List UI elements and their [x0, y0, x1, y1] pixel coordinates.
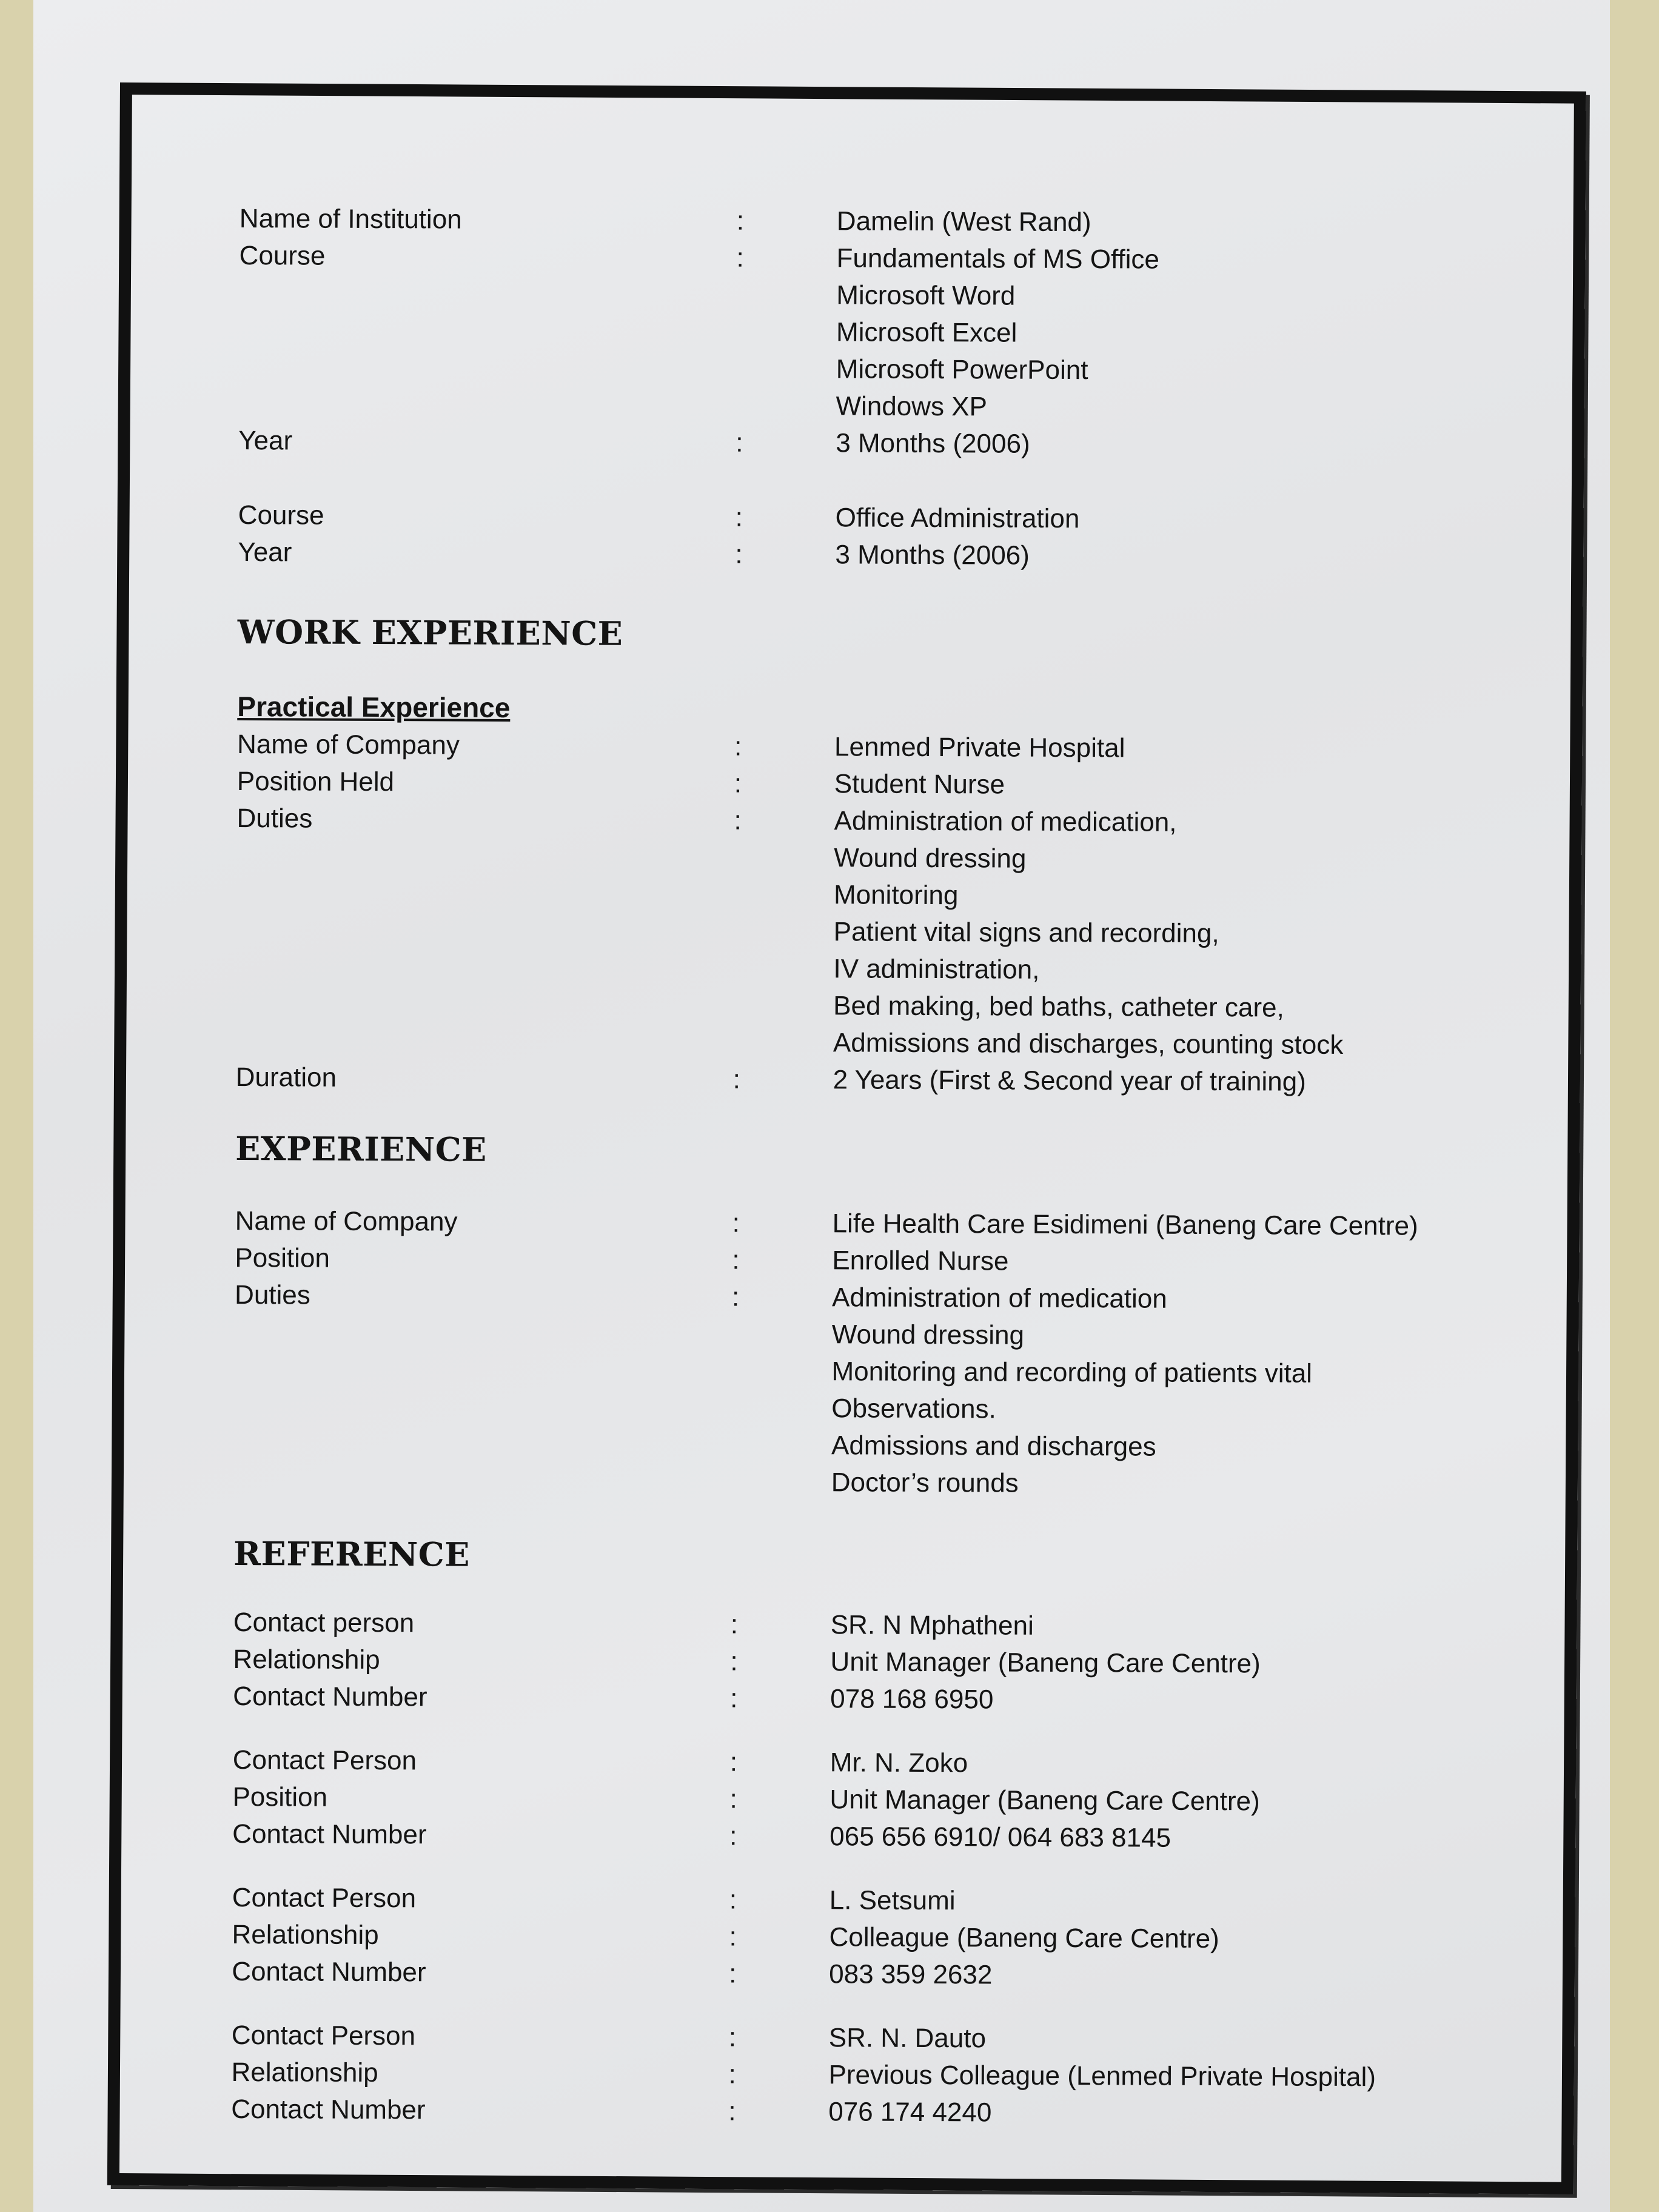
- duty-line: Administration of medication: [832, 1282, 1167, 1314]
- year1-value: 3 Months (2006): [836, 428, 1030, 459]
- year2-row: [238, 534, 1481, 576]
- practical-duties-row: [236, 800, 1480, 842]
- separator: :: [735, 502, 743, 532]
- practical-duties-row: [236, 911, 1480, 953]
- reference-value: L. Setsumi: [829, 1885, 956, 1916]
- separator: :: [734, 768, 742, 799]
- spacer: [238, 571, 1481, 614]
- separator: :: [729, 1821, 737, 1851]
- separator: :: [730, 1646, 738, 1677]
- course1-row: [238, 385, 1481, 427]
- separator: :: [728, 2059, 736, 2090]
- duty-line: Wound dressing: [834, 843, 1027, 874]
- separator: :: [732, 1282, 740, 1312]
- reference-row: [232, 2017, 1475, 2059]
- company-label: Name of Company: [236, 729, 460, 760]
- year1-label: Year: [238, 425, 293, 456]
- reference-label: Position: [232, 1781, 328, 1812]
- company-value: Life Health Care Esidimeni (Baneng Care Centre): [832, 1208, 1418, 1241]
- separator: :: [732, 1064, 741, 1094]
- reference-value: Colleague (Baneng Care Centre): [829, 1922, 1219, 1954]
- practical-position-row: [237, 763, 1480, 805]
- reference-value: Unit Manager (Baneng Care Centre): [830, 1785, 1260, 1817]
- duty-line: Patient vital signs and recording,: [833, 917, 1219, 949]
- reference-row: [233, 1604, 1476, 1646]
- reference-row: [233, 1741, 1476, 1784]
- experience-company-row: [235, 1202, 1478, 1245]
- separator: :: [728, 2022, 737, 2053]
- separator: :: [729, 1959, 737, 1989]
- year2-value: 3 Months (2006): [835, 540, 1030, 571]
- experience-duties-row: [234, 1350, 1477, 1393]
- course2-value: Office Administration: [835, 503, 1080, 534]
- experience-position-row: [235, 1239, 1478, 1282]
- reference-value: 083 359 2632: [829, 1959, 993, 1990]
- institution-label: Name of Institution: [239, 203, 462, 235]
- company-label: Name of Company: [235, 1205, 458, 1237]
- experience-duties-row: [234, 1387, 1477, 1430]
- course1-line: Windows XP: [836, 391, 988, 422]
- reference-row: [233, 1678, 1476, 1720]
- duty-line: Wound dressing: [831, 1319, 1025, 1350]
- reference-value: 065 656 6910/ 064 683 8145: [830, 1822, 1171, 1853]
- course1-line: Microsoft PowerPoint: [836, 354, 1088, 386]
- duty-line: Admissions and discharges: [831, 1430, 1156, 1462]
- practical-duties-row: [236, 1022, 1479, 1064]
- experience-heading: EXPERIENCE: [235, 1128, 487, 1169]
- reference-label: Contact Number: [233, 1681, 427, 1712]
- course1-line: Fundamentals of MS Office: [836, 243, 1160, 275]
- separator: :: [736, 206, 745, 236]
- duty-line: Observations.: [831, 1393, 996, 1424]
- practical-duration-row: [236, 1059, 1479, 1101]
- duty-line: Administration of medication,: [834, 806, 1177, 837]
- year1-row: [238, 422, 1481, 464]
- separator: :: [728, 2096, 736, 2127]
- separator: :: [730, 1683, 738, 1714]
- duty-line: IV administration,: [833, 954, 1040, 985]
- reference-value: Unit Manager (Baneng Care Centre): [830, 1647, 1261, 1679]
- course1-row: [239, 274, 1482, 317]
- work-experience-heading: WORK EXPERIENCE: [237, 612, 623, 653]
- reference-row: [232, 1953, 1475, 1996]
- duties-label: Duties: [236, 803, 313, 834]
- practical-duties-row: [236, 948, 1479, 990]
- reference-row: [231, 2091, 1474, 2133]
- reference-label: Contact person: [233, 1607, 415, 1638]
- reference-row: [232, 1879, 1475, 1922]
- experience-duties-row: [235, 1313, 1478, 1356]
- separator: :: [729, 1885, 737, 1915]
- course2-label: Course: [238, 500, 324, 531]
- duty-line: Bed making, bed baths, catheter care,: [833, 991, 1284, 1023]
- reference-row: [233, 1641, 1476, 1683]
- separator: :: [734, 731, 742, 762]
- institution-value: Damelin (West Rand): [836, 206, 1091, 238]
- reference-value: SR. N. Dauto: [828, 2023, 987, 2054]
- reference-label: Contact Number: [232, 1956, 426, 1988]
- reference-value: Mr. N. Zoko: [830, 1748, 968, 1778]
- experience-duties-row: [234, 1424, 1477, 1467]
- course1-line: Microsoft Excel: [836, 317, 1017, 348]
- spacer: [235, 1172, 1478, 1208]
- reference-label: Contact Person: [232, 1744, 417, 1776]
- reference-value: 076 174 4240: [828, 2097, 992, 2128]
- course1-row: [239, 311, 1482, 354]
- course1-line: Microsoft Word: [836, 280, 1016, 311]
- reference-value: SR. N Mphatheni: [830, 1610, 1034, 1641]
- reference-label: Relationship: [233, 1644, 380, 1675]
- reference-row: [232, 1815, 1475, 1858]
- separator: :: [729, 1784, 737, 1814]
- practical-experience-subheading: Practical Experience: [237, 690, 511, 723]
- duty-line: Admissions and discharges, counting stock: [833, 1028, 1344, 1060]
- course1-label: Course: [239, 240, 326, 271]
- reference-label: Contact Number: [232, 1818, 427, 1850]
- duration-label: Duration: [235, 1062, 337, 1093]
- reference-row: [231, 2054, 1474, 2096]
- reference-label: Contact Number: [231, 2094, 426, 2125]
- duration-value: 2 Years (First & Second year of training): [833, 1065, 1306, 1097]
- course1-row: [239, 237, 1482, 280]
- spacer: [237, 655, 1480, 692]
- reference-row: [232, 1916, 1475, 1959]
- separator: :: [736, 243, 744, 273]
- reference-value: Previous Colleague (Lenmed Private Hospital): [828, 2060, 1376, 2093]
- separator: :: [729, 1922, 737, 1952]
- separator: :: [730, 1609, 739, 1640]
- separator: :: [732, 1208, 740, 1238]
- duties-label: Duties: [235, 1279, 310, 1310]
- reference-label: Contact Person: [232, 1882, 417, 1914]
- reference-label: Contact Person: [231, 2020, 416, 2051]
- practical-duties-row: [236, 985, 1479, 1027]
- duty-line: Monitoring: [833, 880, 959, 911]
- separator: :: [736, 427, 743, 458]
- position-value: Student Nurse: [834, 769, 1005, 800]
- experience-duties-row: [235, 1276, 1478, 1319]
- spacer: [238, 459, 1481, 502]
- experience-duties-row: [234, 1461, 1477, 1504]
- position-label: Position: [235, 1242, 330, 1273]
- reference-row: [232, 1778, 1475, 1821]
- cv-content: [231, 200, 1483, 2133]
- separator: :: [729, 1747, 738, 1777]
- position-value: Enrolled Nurse: [832, 1245, 1009, 1276]
- practical-company-row: [237, 726, 1480, 768]
- spacer: [233, 1498, 1476, 1535]
- practical-duties-row: [236, 837, 1480, 879]
- year2-label: Year: [238, 537, 292, 568]
- reference-value: 078 168 6950: [830, 1684, 994, 1715]
- reference-heading: REFERENCE: [233, 1533, 470, 1574]
- company-value: Lenmed Private Hospital: [834, 732, 1125, 763]
- duty-line: Doctor’s rounds: [831, 1467, 1019, 1498]
- separator: :: [732, 1245, 740, 1275]
- reference-label: Relationship: [232, 1919, 379, 1951]
- separator: :: [734, 805, 742, 836]
- course1-row: [239, 348, 1482, 390]
- reference-label: Relationship: [231, 2057, 378, 2088]
- separator: :: [735, 539, 743, 569]
- duty-line: Monitoring and recording of patients vital: [831, 1356, 1313, 1389]
- institution-row: [240, 200, 1483, 243]
- practical-duties-row: [236, 874, 1480, 916]
- position-label: Position Held: [236, 766, 395, 797]
- course2-row: [238, 497, 1481, 539]
